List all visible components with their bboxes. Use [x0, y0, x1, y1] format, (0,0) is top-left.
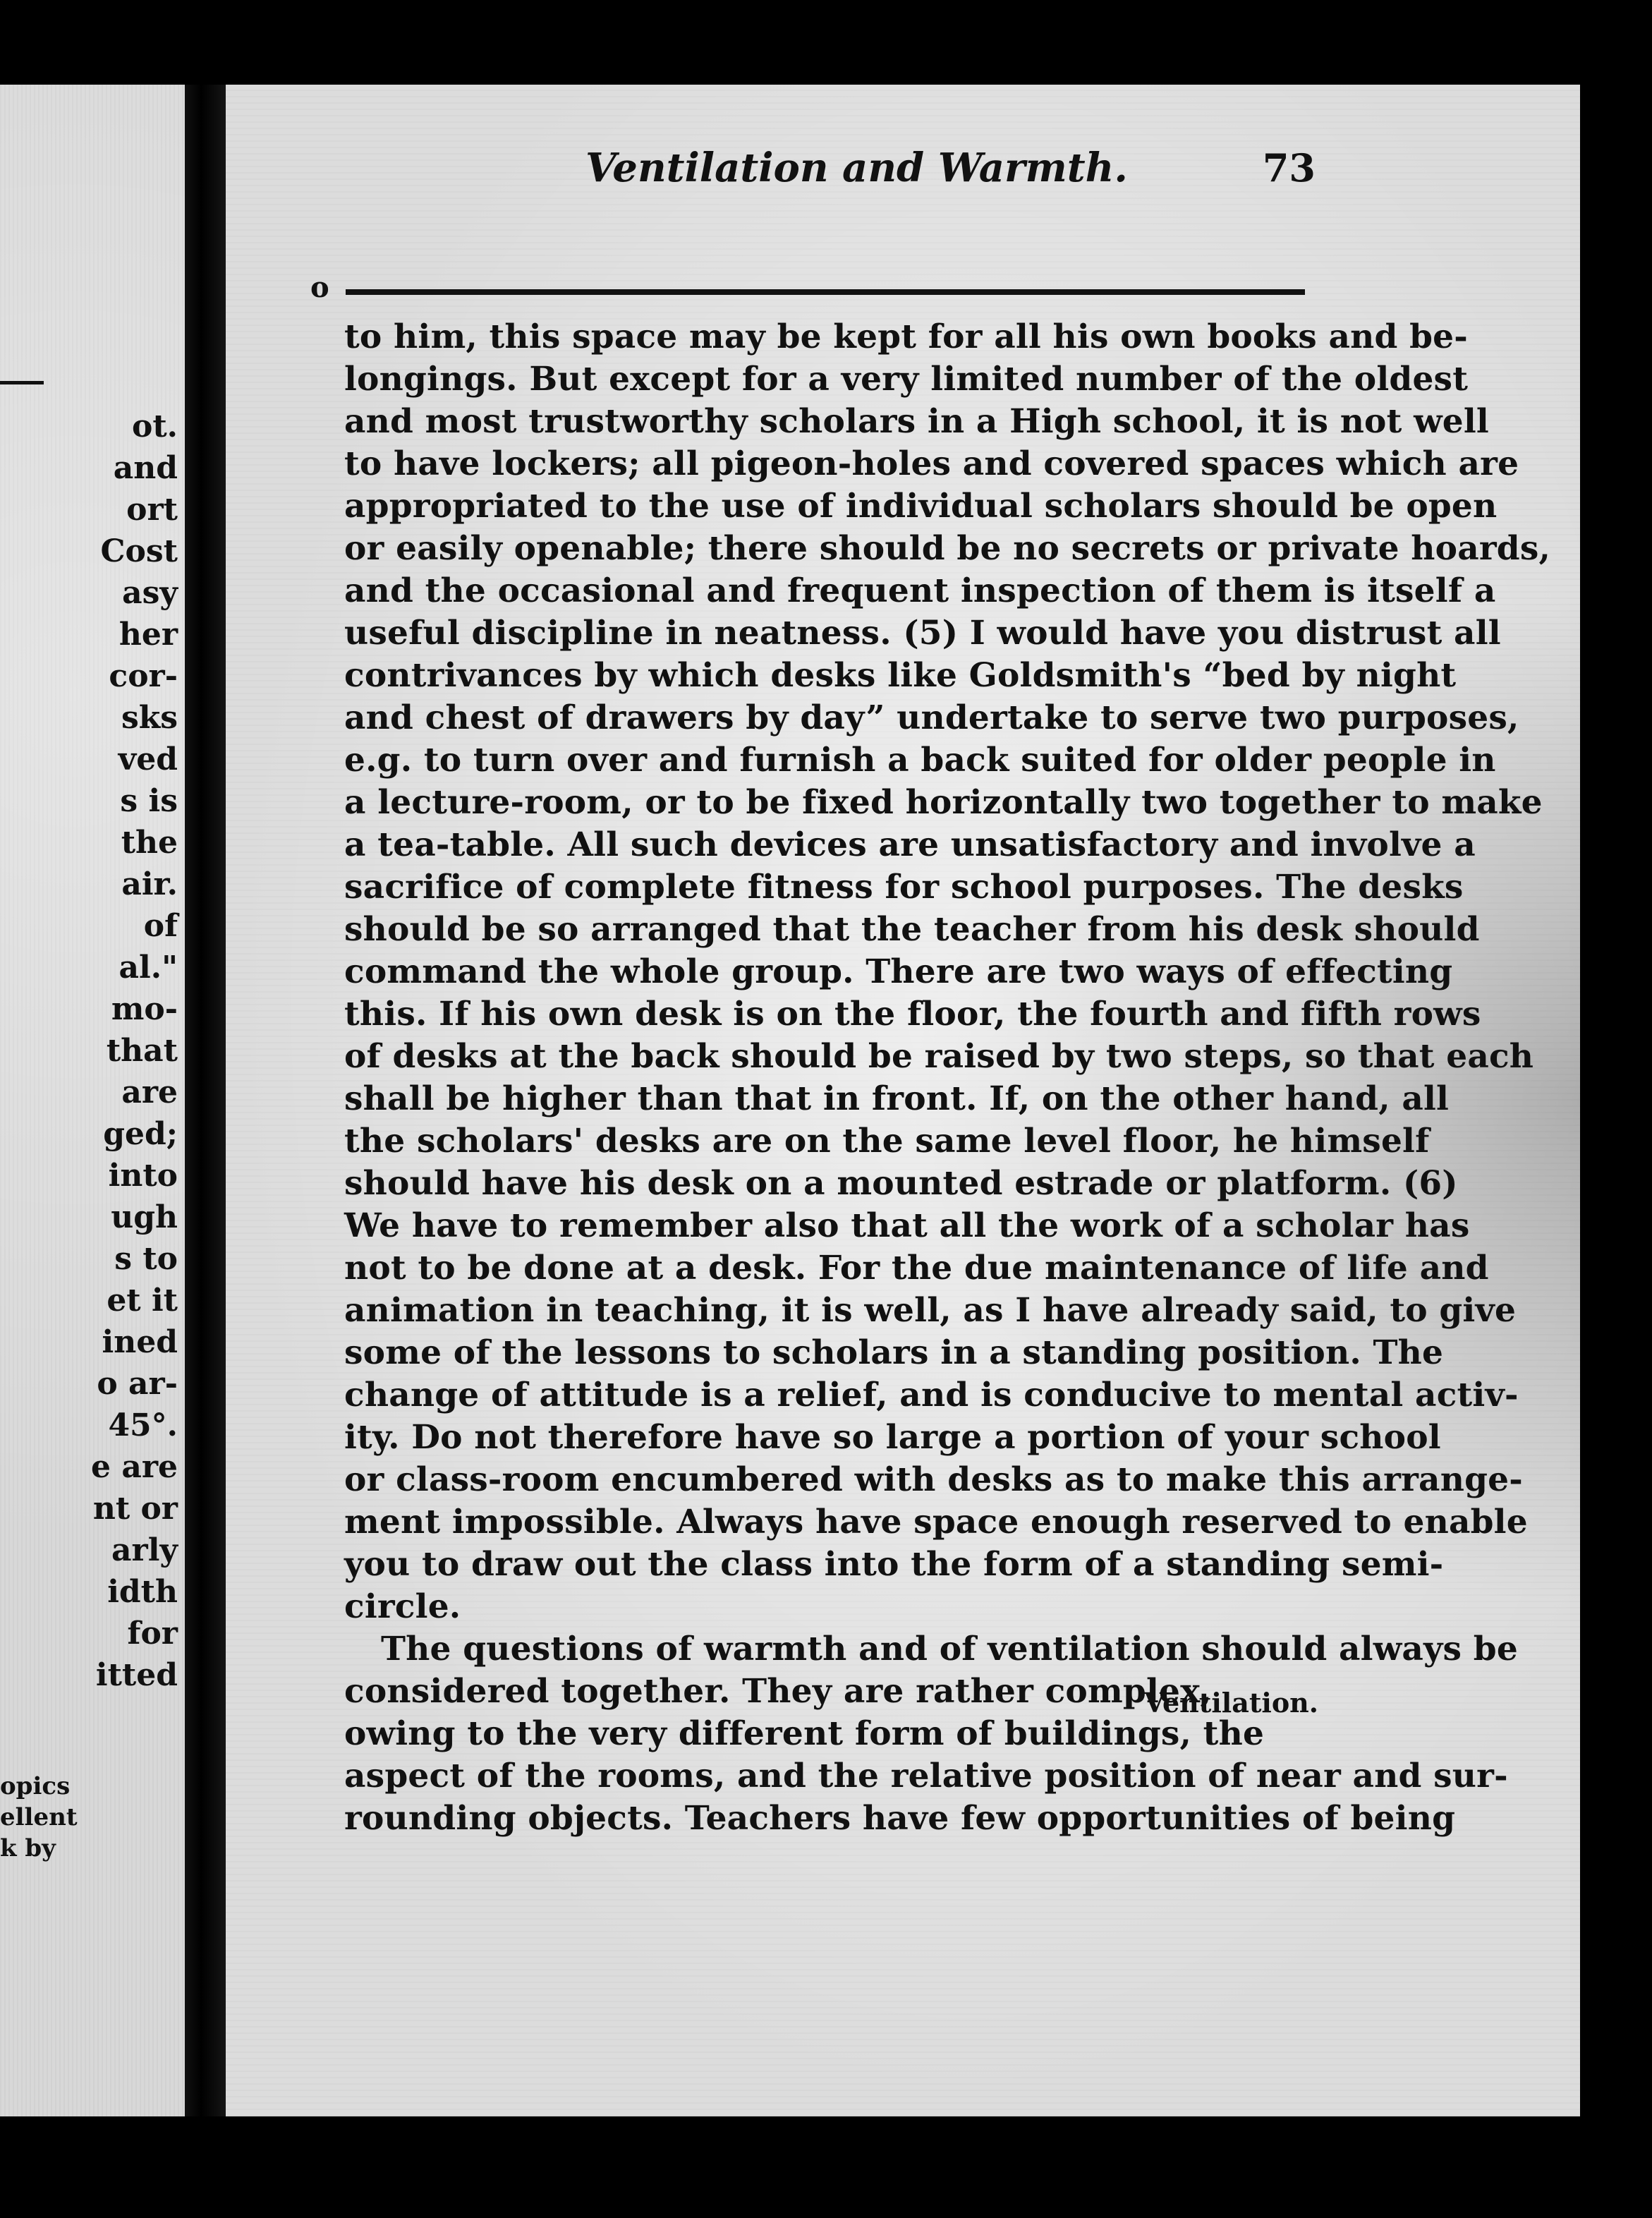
text-line: ity. Do not therefore have so large a portion of your school — [344, 1418, 1441, 1457]
left-note-line: k by — [0, 1834, 56, 1862]
text-line: to have lockers; all pigeon-holes and covered spaces which are — [344, 444, 1519, 483]
left-note-line: opics — [0, 1772, 71, 1800]
text-line: you to draw out the class into the form of a standing semi- — [344, 1545, 1444, 1584]
left-line: s is — [120, 783, 178, 819]
left-line: et it — [107, 1283, 178, 1319]
text-line: appropriated to the use of individual scholars should be open — [344, 487, 1498, 526]
text-line: e.g. to turn over and furnish a back suited for older people in — [344, 741, 1496, 780]
left-note-line: ellent — [0, 1803, 78, 1831]
text-line: a tea-table. All such devices are unsatisfactory and involve a — [344, 825, 1476, 864]
paragraph-line: owing to the very different form of buildings, the — [344, 1714, 1265, 1753]
running-head — [356, 140, 1316, 196]
left-page-fragment — [0, 85, 185, 2116]
text-line: command the whole group. There are two ways of effecting — [344, 952, 1453, 991]
text-line: ment impossible. Always have space enough reserved to enable — [344, 1503, 1528, 1541]
text-line: should have his desk on a mounted estrade or platform. (6) — [344, 1164, 1458, 1203]
text-line: a lecture-room, or to be fixed horizontally two together to make — [344, 783, 1543, 822]
left-line: cor- — [109, 658, 178, 694]
text-line: and chest of drawers by day” undertake to serve two purposes, — [344, 698, 1519, 737]
text-line: contrivances by which desks like Goldsmith's “bed by night — [344, 656, 1457, 695]
text-line: useful discipline in neatness. (5) I would have you distrust all — [344, 614, 1501, 653]
paragraph-line: aspect of the rooms, and the relative position of near and sur- — [344, 1757, 1508, 1795]
text-line: change of attitude is a relief, and is conducive to mental activ- — [344, 1376, 1519, 1414]
left-line: nt or — [92, 1491, 178, 1527]
left-line: of — [143, 908, 178, 944]
left-line: ined — [102, 1324, 178, 1360]
left-line: s to — [114, 1241, 178, 1277]
left-line: into — [108, 1158, 178, 1194]
text-line: sacrifice of complete fitness for school purposes. The desks — [344, 868, 1464, 907]
left-line: ged; — [103, 1116, 178, 1152]
left-line: are — [121, 1074, 178, 1110]
text-line: of desks at the back should be raised by two steps, so that each — [344, 1037, 1534, 1076]
left-line: that — [106, 1033, 178, 1069]
paragraph-line: considered together. They are rather complex, — [344, 1672, 1212, 1711]
text-line: or easily openable; there should be no secrets or private hoards, — [344, 529, 1551, 568]
left-line: o ar- — [97, 1366, 178, 1402]
text-line: some of the lessons to scholars in a standing position. The — [344, 1333, 1444, 1372]
margin-mark: o — [310, 271, 329, 304]
text-line: and most trustworthy scholars in a High school, it is not well — [344, 402, 1489, 441]
left-line: sks — [121, 700, 178, 736]
text-line: longings. But except for a very limited number of the oldest — [344, 360, 1469, 399]
left-page-notes — [0, 1771, 78, 1864]
left-line: ugh — [111, 1199, 178, 1235]
left-line: itted — [95, 1657, 178, 1693]
left-line: asy — [122, 575, 178, 611]
book-gutter — [185, 85, 226, 2116]
left-line: ved — [118, 741, 178, 777]
left-line: air. — [121, 866, 178, 902]
paragraph-line: rounding objects. Teachers have few opportunities of being — [344, 1799, 1456, 1838]
paragraph-line: The questions of warmth and of ventilation should always be — [381, 1630, 1518, 1668]
left-line: ort — [126, 492, 178, 528]
text-line: circle. — [344, 1587, 461, 1626]
page-number: 73 — [1262, 145, 1316, 190]
left-line: and — [113, 450, 178, 486]
text-line: should be so arranged that the teacher from his desk should — [344, 910, 1480, 949]
left-line: arly — [111, 1532, 178, 1568]
left-line: for — [127, 1616, 178, 1652]
margin-sidenote: Ventilation. — [1144, 1687, 1319, 1719]
left-page-rule — [0, 381, 44, 384]
left-line: 45°. — [108, 1407, 178, 1443]
header-rule — [346, 289, 1305, 295]
left-line: e are — [91, 1449, 178, 1485]
left-line: mo- — [111, 991, 178, 1027]
left-line: al." — [119, 950, 178, 986]
left-line: idth — [107, 1574, 178, 1610]
left-line: Cost — [100, 533, 178, 569]
text-line: this. If his own desk is on the floor, the fourth and fifth rows — [344, 995, 1481, 1034]
left-page-text — [91, 406, 178, 1696]
text-line: and the occasional and frequent inspection of them is itself a — [344, 571, 1496, 610]
text-line: the scholars' desks are on the same level floor, he himself — [344, 1122, 1430, 1160]
text-line: or class-room encumbered with desks as to make this arrange- — [344, 1460, 1523, 1499]
left-line: ot. — [132, 408, 178, 444]
left-line: the — [121, 825, 178, 861]
text-line: to him, this space may be kept for all his own books and be- — [344, 317, 1468, 356]
text-line: shall be higher than that in front. If, on the other hand, all — [344, 1079, 1450, 1118]
text-line: We have to remember also that all the work of a scholar has — [344, 1206, 1470, 1245]
text-line: not to be done at a desk. For the due maintenance of life and — [344, 1249, 1489, 1287]
text-line: animation in teaching, it is well, as I have already said, to give — [344, 1291, 1517, 1330]
body-text — [344, 316, 1551, 1840]
left-line: her — [119, 617, 178, 653]
running-title: Ventilation and Warmth. — [585, 145, 1128, 191]
